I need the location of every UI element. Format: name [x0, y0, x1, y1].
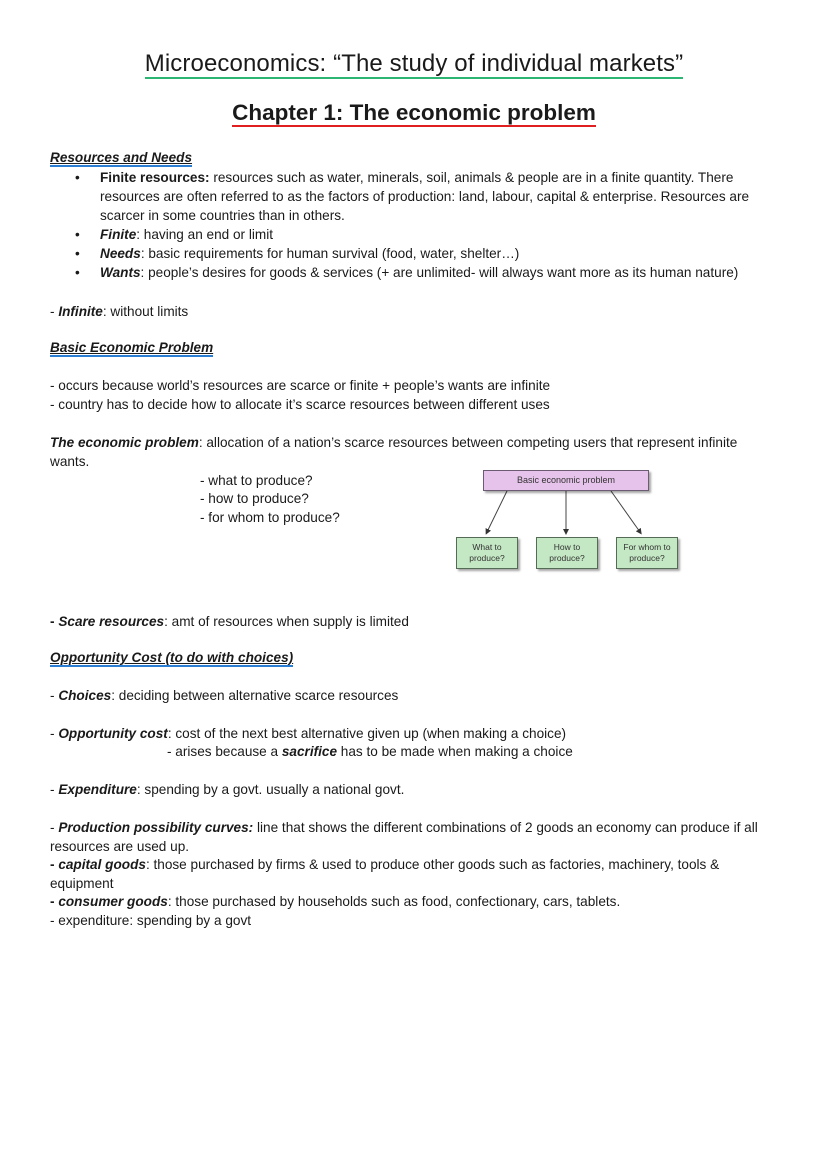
definition: : having an end or limit: [136, 227, 274, 242]
economic-problem-definition: [50, 433, 775, 471]
definition: : spending by a govt. usually a national govt.: [136, 782, 405, 797]
capital-goods-definition: [50, 855, 770, 893]
text: has to be made when making a choice: [337, 744, 573, 759]
term: sacrifice: [281, 744, 338, 759]
term: Wants: [100, 265, 141, 280]
prefix: -: [50, 782, 59, 797]
diagram-node-what: What to produce?: [456, 537, 518, 569]
definition: : allocation of a nation’s scarce resources between competing users that represent infinite wants.: [50, 435, 738, 469]
section-heading-text: Basic Economic Problem: [50, 340, 214, 355]
economic-problem-diagram: [455, 470, 685, 575]
prefix: -: [50, 894, 59, 909]
scarce-resources-definition: [50, 612, 409, 631]
term: capital goods: [58, 857, 146, 872]
term: Needs: [100, 246, 141, 261]
definition: : people’s desires for goods & services (+ are unlimited- will always want more as its human nature): [140, 265, 739, 280]
prefix: -: [50, 820, 59, 835]
prefix: -: [50, 726, 59, 741]
prefix: -: [50, 857, 59, 872]
bullet-icon: •: [75, 265, 80, 280]
definition: : basic requirements for human survival (food, water, shelter…): [140, 246, 520, 261]
term: Infinite: [58, 304, 103, 319]
term: Choices: [58, 688, 112, 703]
term: Expenditure: [58, 782, 137, 797]
diagram-root-node: Basic economic problem: [483, 470, 649, 491]
opportunity-cost-definition: [50, 724, 566, 743]
text: - arises because a: [167, 744, 282, 759]
prefix: -: [50, 688, 59, 703]
term: The economic problem: [50, 435, 199, 450]
diagram-node-how: How to produce?: [536, 537, 598, 569]
section-heading-basic-economic-problem: [50, 340, 213, 355]
consumer-goods-definition: [50, 892, 620, 911]
bullet-icon: •: [75, 246, 80, 261]
basic-problem-line-2: - country has to decide how to allocate it’s scarce resources between different uses: [50, 397, 550, 412]
opportunity-cost-note: [167, 742, 573, 761]
section-heading-opportunity-cost: [50, 650, 293, 665]
definition: resources such as water, minerals, soil, animals & people are in a finite quantity. There resources are often referred to as the factors of production: land, labour, capital & enterprise. Resources are scarcer in some countries than in others.: [100, 170, 750, 223]
definition: : those purchased by households such as food, confectionary, cars, tablets.: [167, 894, 621, 909]
question-what: - what to produce?: [200, 473, 313, 488]
bullet-item-wants: [70, 263, 790, 282]
bullet-item-finite: [70, 225, 790, 244]
question-how: - how to produce?: [200, 491, 309, 506]
term: consumer goods: [58, 894, 168, 909]
term: Finite: [100, 227, 137, 242]
definition: : amt of resources when supply is limited: [164, 614, 409, 629]
definition: : cost of the next best alternative given up (when making a choice): [167, 726, 567, 741]
section-heading-text: Resources and Needs: [50, 150, 193, 165]
definition: : those purchased by firms & used to produce other goods such as factories, machinery, tools & equipment: [50, 857, 720, 891]
diagram-node-for-whom: For whom to produce?: [616, 537, 678, 569]
definition: : without limits: [102, 304, 189, 319]
question-for-whom: - for whom to produce?: [200, 510, 340, 525]
prefix: -: [50, 304, 59, 319]
definition: line that shows the different combinations of 2 goods an economy can produce if all resources are used up.: [50, 820, 758, 854]
bullet-icon: •: [75, 170, 80, 185]
prefix: -: [50, 614, 59, 629]
bullet-icon: •: [75, 227, 80, 242]
section-heading-resources-needs: [50, 150, 192, 165]
section-heading-text: Opportunity Cost (to do with choices): [50, 650, 294, 665]
bullet-item-finite-resources: [70, 168, 790, 225]
term: Opportunity cost: [58, 726, 168, 741]
term: Production possibility curves:: [58, 820, 254, 835]
expenditure-definition: [50, 780, 404, 799]
document-title-text: Microeconomics: “The study of individual markets”: [144, 50, 684, 77]
ppc-definition: [50, 818, 780, 856]
choices-definition: [50, 686, 398, 705]
document-title: [0, 50, 828, 78]
term: Scare resources: [58, 614, 165, 629]
chapter-heading: [0, 100, 828, 126]
term: Finite resources:: [100, 170, 210, 185]
definition: : deciding between alternative scarce resources: [111, 688, 399, 703]
basic-problem-line-1: - occurs because world’s resources are scarce or finite + people’s wants are infinite: [50, 378, 551, 393]
resources-bullet-list: [70, 168, 790, 282]
bullet-item-needs: [70, 244, 790, 263]
infinite-definition: [50, 302, 188, 321]
chapter-heading-text: Chapter 1: The economic problem: [232, 100, 596, 125]
expenditure-note: - expenditure: spending by a govt: [50, 913, 252, 928]
